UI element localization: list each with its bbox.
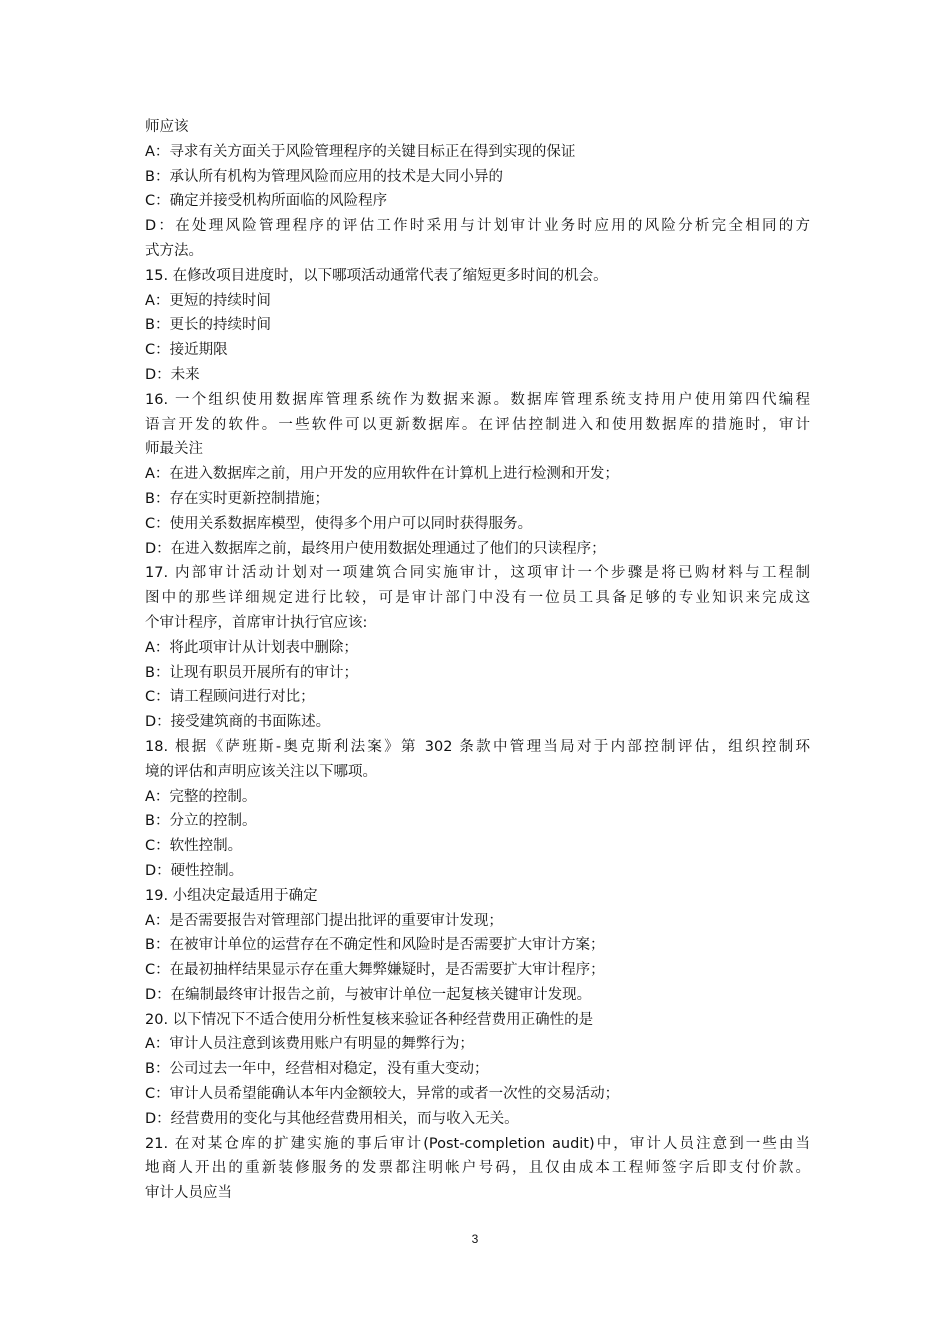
text-line: 境的评估和声明应该关注以下哪项。 (145, 763, 377, 780)
text-line: 语言开发的软件。一些软件可以更新数据库。在评估控制进入和使用数据库的措施时，审计 (145, 416, 810, 433)
question-line: 19. 小组决定最适用于确定 (145, 887, 318, 904)
option-line: C：确定并接受机构所面临的风险程序 (145, 193, 388, 210)
option-line: A：将此项审计从计划表中删除； (145, 639, 358, 656)
option-line: C：审计人员希望能确认本年内金额较大，异常的或者一次性的交易活动； (145, 1086, 620, 1103)
question-line: 18. 根据《萨班斯-奥克斯利法案》第 302 条款中管理当局对于内部控制评估，组织控制环 (145, 738, 810, 755)
page-number: 3 (471, 1232, 479, 1246)
text-line: 图中的那些详细规定进行比较，可是审计部门中没有一位员工具备足够的专业知识来完成这 (145, 590, 810, 607)
option-line: C：软性控制。 (145, 838, 243, 855)
option-line: B：承认所有机构为管理风险而应用的技术是大同小异的 (145, 168, 503, 185)
option-line: C：使用关系数据库模型，使得多个用户可以同时获得服务。 (145, 515, 533, 532)
text-line: 地商人开出的重新装修服务的发票都注明帐户号码，且仅由成本工程师签字后即支付价款。 (145, 1160, 810, 1177)
option-line: A：是否需要报告对管理部门提出批评的重要审计发现； (145, 912, 503, 929)
option-line: B：更长的持续时间 (145, 317, 271, 334)
option-line: A：在进入数据库之前，用户开发的应用软件在计算机上进行检测和开发； (145, 466, 619, 483)
text-line: 师应该 (145, 119, 189, 135)
question-line: 20. 以下情况下不适合使用分析性复核来验证各种经营费用正确性的是 (145, 1011, 594, 1028)
option-line: D：硬性控制。 (145, 862, 244, 879)
question-line: 15. 在修改项目进度时，以下哪项活动通常代表了缩短更多时间的机会。 (145, 267, 608, 284)
option-line: C：在最初抽样结果显示存在重大舞弊嫌疑时，是否需要扩大审计程序； (145, 962, 605, 979)
text-line: 式方法。 (145, 242, 203, 259)
question-line: 17. 内部审计活动计划对一项建筑合同实施审计，这项审计一个步骤是将已购材料与工程制 (145, 565, 810, 582)
option-line: C：接近期限 (145, 342, 228, 359)
option-line: B：在被审计单位的运营存在不确定性和风险时是否需要扩大审计方案； (145, 937, 605, 954)
option-line: B：公司过去一年中，经营相对稳定，没有重大变动； (145, 1061, 489, 1078)
option-line: B：存在实时更新控制措施； (145, 490, 329, 507)
option-line: A：完整的控制。 (145, 788, 257, 805)
text-line: 师最关注 (145, 441, 203, 458)
text-line: 审计人员应当 (145, 1185, 232, 1202)
option-line: D：在进入数据库之前，最终用户使用数据处理通过了他们的只读程序； (145, 540, 606, 557)
option-line: B：让现有职员开展所有的审计； (145, 664, 358, 681)
option-line: D：接受建筑商的书面陈述。 (145, 714, 331, 731)
option-line: D：经营费用的变化与其他经营费用相关，而与收入无关。 (145, 1110, 519, 1127)
document-body (145, 115, 810, 1206)
option-line: A：审计人员注意到该费用账户有明显的舞弊行为； (145, 1036, 474, 1053)
option-line: C：请工程顾问进行对比； (145, 689, 315, 706)
option-line: A：更短的持续时间 (145, 292, 271, 309)
option-line: A：寻求有关方面关于风险管理程序的关键目标正在得到实现的保证 (145, 143, 576, 160)
text-line: 个审计程序，首席审计执行官应该: (145, 614, 368, 631)
option-line: D：在编制最终审计报告之前，与被审计单位一起复核关键审计发现。 (145, 986, 592, 1003)
question-line: 21. 在对某仓库的扩建实施的事后审计(Post-completion audit)中，审计人员注意到一些由当 (145, 1135, 810, 1152)
option-line: D：未来 (145, 366, 200, 383)
question-line: 16. 一个组织使用数据库管理系统作为数据来源。数据库管理系统支持用户使用第四代编程 (145, 391, 810, 408)
option-line: D：在处理风险管理程序的评估工作时采用与计划审计业务时应用的风险分析完全相同的方 (145, 218, 810, 235)
option-line: B：分立的控制。 (145, 813, 257, 830)
